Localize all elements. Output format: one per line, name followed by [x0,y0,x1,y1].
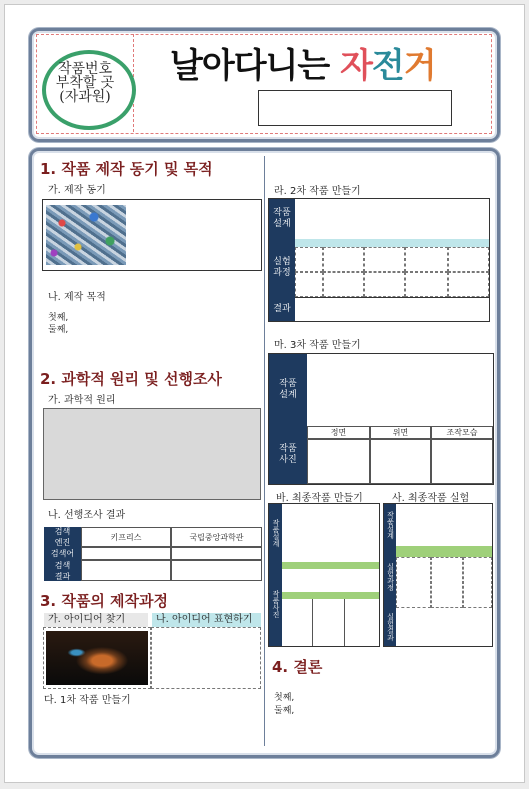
rb-col-1: 정면 [307,426,370,439]
idea-express-box [151,627,261,689]
ra-result-cell[interactable] [295,297,490,322]
survey-col-1: 키프리스 [81,527,171,547]
section-rc-label: 바. 최종작품 만들기 [276,493,363,504]
rd-row-2: 실험과정 [384,546,396,608]
badge-line-3: (자과원) [59,89,111,105]
rc-row-1: 작품설계 [269,504,282,562]
badge-line-1: 작품번호 [57,61,113,77]
ra-cell[interactable] [448,247,489,272]
conclusion-line-1: 첫째, [274,693,295,703]
ra-row-3: 결과 [269,297,295,321]
ra-cell[interactable] [295,272,323,297]
section-2b-label: 나. 선행조사 결과 [48,510,126,521]
rc-photo-area [282,599,380,647]
ra-cell[interactable] [323,272,364,297]
ra-cell[interactable] [364,247,405,272]
ra-cell[interactable] [323,247,364,272]
ra-band [295,239,489,247]
rd-row-1: 작품설계 [384,504,396,546]
ra-cell[interactable] [364,272,405,297]
title-part-1: 날아다니는 [170,46,341,86]
survey-col-2: 국립중앙과학관 [171,527,262,547]
rb-photo-cell[interactable] [307,439,370,484]
section-2a-label: 가. 과학적 원리 [48,395,116,406]
section-4-title: 4. 결론 [272,658,323,676]
section-3-title: 3. 작품의 제작과정 [40,592,169,610]
survey-row-header-3: 검색 결과 [44,560,81,581]
section-3b-label: 나. 아이디어 표현하기 [152,613,261,627]
rb-photo-cell[interactable] [370,439,431,484]
survey-cell[interactable] [171,547,262,560]
survey-row-header-2: 검색어 [44,547,81,560]
purpose-line-1: 첫째, [48,313,69,323]
rb-col-3: 조작모습 [431,426,493,439]
idea-photo [46,631,148,685]
page-title [170,38,436,87]
rd-cell[interactable] [431,557,463,608]
rb-row-2: 작품 사진 [269,426,307,484]
rd-cell[interactable] [463,557,492,608]
ra-cell[interactable] [405,247,448,272]
subtitle-box[interactable] [258,90,452,126]
section-rd-label: 사. 최종작품 실험 [392,493,470,504]
title-part-4: 거 [403,46,436,86]
survey-cell[interactable] [81,560,171,581]
section-1-title: 1. 작품 제작 동기 및 목적 [40,160,213,178]
badge-line-2: 부착할 곳 [55,75,115,91]
column-divider [264,156,265,746]
title-part-2: 자 [340,46,372,86]
ra-cell[interactable] [295,247,323,272]
principle-image-box [43,408,261,500]
title-part-3: 전 [371,46,404,86]
rc-row-2: 작품사진 [269,562,282,646]
section-rb-label: 마. 3차 작품 만들기 [274,340,361,351]
rc-band-2 [282,592,379,599]
survey-cell[interactable] [81,547,171,560]
section-3a-label: 가. 아이디어 찾기 [44,613,148,627]
rd-row-3: 실험결과 [384,608,396,646]
rb-row-1: 작품 설계 [269,354,307,426]
survey-cell[interactable] [171,560,262,581]
ra-row-1: 작품 설계 [269,199,295,239]
rd-band [396,546,492,557]
rb-col-2: 위면 [370,426,431,439]
section-3c-label: 다. 1차 작품 만들기 [44,695,131,706]
rb-photo-cell[interactable] [431,439,493,484]
purpose-line-2: 둘째, [48,325,69,335]
section-1a-label: 가. 제작 동기 [48,185,106,196]
badge-text [46,62,124,104]
ra-cell[interactable] [405,272,448,297]
survey-row-header-1: 검색 엔진 [44,527,81,547]
section-2-title: 2. 과학적 원리 및 선행조사 [40,370,222,388]
section-1b-label: 나. 제작 목적 [48,292,106,303]
rc-band-1 [282,562,379,569]
ra-cell[interactable] [448,272,489,297]
section-ra-label: 라. 2차 작품 만들기 [274,186,361,197]
rc-divider-1 [312,599,313,646]
ra-row-2: 실험 과정 [269,239,295,297]
conclusion-line-2: 둘째, [274,706,295,716]
rd-cell[interactable] [396,557,431,608]
motivation-photo [46,205,126,265]
rc-divider-2 [344,599,345,646]
